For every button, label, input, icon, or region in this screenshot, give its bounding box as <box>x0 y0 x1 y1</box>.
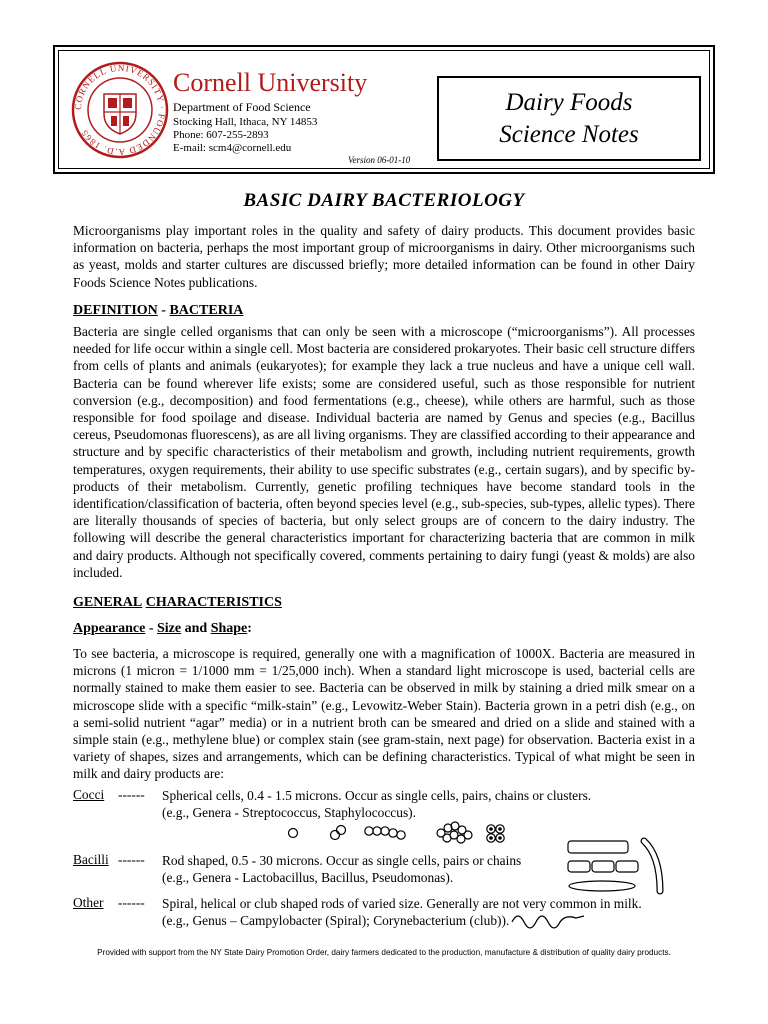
bacilli-dash: ------ <box>118 852 145 867</box>
appearance-heading <box>73 621 252 637</box>
appearance-heading-colon: : <box>247 621 252 636</box>
spiral-bacteria-illustration <box>508 908 588 932</box>
other-examples: (e.g., Genus – Campylobacter (Spiral); Corynebacterium (club)). <box>162 913 510 928</box>
definition-heading-subject: BACTERIA <box>169 303 244 318</box>
other-description: Spiral, helical or club shaped rods of varied size. Generally are not very common in milk. <box>162 896 642 911</box>
cocci-dash: ------ <box>118 787 145 802</box>
shape-heading-word: Shape <box>210 621 248 636</box>
appearance-paragraph: To see bacteria, a microscope is required, generally one with a magnification of 1000X. Bacteria are measured in microns (1 micron = 1/1000 mm = 1/25,000 inch). When a standard light microscope is used, bacterial cells are normally stained to make them easier to see. Bacteria can be observed in milk by staining a dried milk smear on a microscope slide with a specific “milk-stain” (e.g., Levowitz-Weber Stain). Bacteria grown in a petri dish (e.g., on a semi-solid nutrient “agar” media) or in a nutrient broth can be smeared and dried on a slide and stained with a simple stain (e.g., methylene blue) or complex stain (see gram-stain, next page) for observation. Bacteria exist in a variety of shapes, sizes and arrangements, which can be defining characteristics. Typical of what might be seen in milk and dairy products are: <box>73 646 695 782</box>
cocci-examples: (e.g., Genera - Streptococcus, Staphylococcus). <box>162 805 416 820</box>
size-heading-word: Size <box>157 621 182 636</box>
definition-heading <box>73 303 243 319</box>
bacilli-examples: (e.g., Genera - Lactobacillus, Bacillus, Pseudomonas). <box>162 870 454 885</box>
series-title-line1: Dairy Foods <box>505 88 633 116</box>
seal-text: CORNELL UNIVERSITY · FOUNDED A.D. 1865 <box>72 62 168 158</box>
version-label: Version 06-01-10 <box>348 155 411 165</box>
bacilli-description: Rod shaped, 0.5 - 30 microns. Occur as single cells, pairs or chains <box>162 853 522 868</box>
cornell-seal-logo <box>70 60 170 160</box>
cocci-label: Cocci <box>73 787 105 802</box>
other-dash: ------ <box>118 895 145 910</box>
general-heading-word: GENERAL <box>73 595 143 610</box>
university-name: Cornell University <box>173 68 368 97</box>
cocci-illustration <box>280 821 515 847</box>
intro-paragraph: Microorganisms play important roles in the quality and safety of dairy products. This document provides basic information on bacteria, perhaps the most important group of microorganisms in dairy. Other microorganisms such as yeast, molds and starter cultures are discussed briefly; more detailed information can be found in other Dairy Foods Science Notes publications. <box>73 223 695 290</box>
email-address: E-mail: scm4@cornell.edu <box>173 142 292 154</box>
general-characteristics-heading <box>73 595 282 611</box>
definition-heading-word: DEFINITION <box>73 303 158 318</box>
characteristics-heading-word: CHARACTERISTICS <box>145 595 282 610</box>
definition-paragraph: Bacteria are single celled organisms that can only be seen with a microscope (“microorganisms”). All processes needed for life occur within a single cell. Most bacteria are considered prokaryotes. Their basic cell structure differs from cells of plants and animals (eukaryotes); for example they lack a true nucleus and have a unique cell wall. Bacteria can be found wherever life exists; some are considered useful, such as those responsible for nutrient conversion (e.g., decomposition) and food fermentations (e.g., cheese), while others are harmful, such as those responsible for food spoilage and disease. Individual bacteria are named by Genus and species (e.g., Bacillus cereus, Pseudomonas fluorescens), as are all living organisms. They are classified according to their appearance and structure and by specific characteristics of their metabolism and growth, including nutrient requirements, growth temperatures, oxygen requirements, their ability to use specific substrates (e.g., certain sugars), and by specific by-products of their metabolism. Currently, genetic profiling techniques have become standard tools in the identification/classification of bacteria, often beyond species level (e.g., sub-species, sub-types, allelic types). There are literally thousands of species of bacteria, but only select groups are of concern to the dairy industry. The following will describe the general characteristics important for characterizing bacteria that are common in milk and dairy products. Although not specifically covered, comments pertaining to dairy fungi (yeast & molds) are also included. <box>73 324 695 580</box>
phone-number: Phone: 607-255-2893 <box>173 129 269 141</box>
series-title-line2: Science Notes <box>499 120 639 148</box>
appearance-heading-sep: - <box>145 621 157 636</box>
department-name: Department of Food Science <box>173 100 311 114</box>
other-label: Other <box>73 895 104 910</box>
appearance-heading-word: Appearance <box>73 621 146 636</box>
cocci-description: Spherical cells, 0.4 - 1.5 microns. Occur as single cells, pairs, chains or clusters. <box>162 788 592 803</box>
footer-acknowledgement: Provided with support from the NY State Dairy Promotion Order, dairy farmers dedicated to the production, manufacture & distribution of quality dairy products. <box>97 948 671 957</box>
appearance-heading-and: and <box>181 621 211 636</box>
street-address: Stocking Hall, Ithaca, NY 14853 <box>173 116 318 128</box>
definition-heading-separator: - <box>157 303 170 318</box>
bacilli-illustration <box>560 836 680 900</box>
series-title-box <box>437 76 701 161</box>
bacilli-label: Bacilli <box>73 852 109 867</box>
document-title: BASIC DAIRY BACTERIOLOGY <box>243 190 525 211</box>
